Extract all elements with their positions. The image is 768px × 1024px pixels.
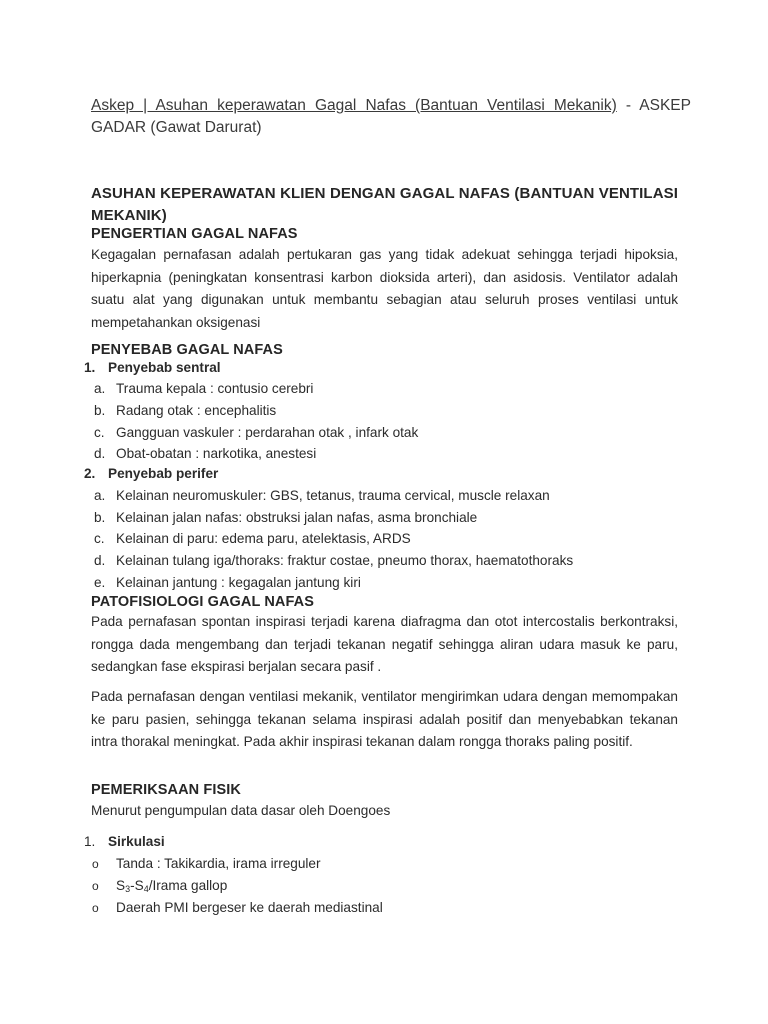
list-text: Kelainan jalan nafas: obstruksi jalan nafas, asma bronchiale [116,510,478,525]
list-marker: d. [94,446,106,461]
list-marker: b. [94,510,106,525]
list-text: Kelainan di paru: edema paru, atelektasis, ARDS [116,531,411,546]
patofisiologi-paragraph-1: Pada pernafasan spontan inspirasi terjadi karena diafragma dan otot intercostalis berkontraksi, rongga dada mengembang dan terjadi tekanan negatif sehingga aliran udara masuk ke paru, sedangkan fase ekspirasi berjalan secara pasif . [91,614,678,674]
list-marker: d. [94,553,106,568]
list-text: Kelainan neuromuskuler: GBS, tetanus, trauma cervical, muscle relaxan [116,488,550,503]
bullet-marker: o [92,901,99,915]
subscript-3: 3 [125,884,131,894]
list-text: Kelainan jantung : kegagalan jantung kiri [116,575,361,590]
text-s: -S [130,878,144,893]
list-label: Penyebab sentral [108,360,221,375]
source-suffix: - ASKEP GADAR (Gawat Darurat) [91,97,691,136]
pengertian-paragraph: Kegagalan pernafasan adalah pertukaran gas yang tidak adekuat sehingga terjadi hipoksia, hiperkapnia (peningkatan konsentrasi karbon dioksida arteri), dan asidosis. Ventilator adalah suatu alat yang digunakan untuk membantu sebagian atau seluruh proses ventilasi untuk mempetahankan oksigenasi [91,247,678,330]
list-label: Sirkulasi [108,834,165,849]
list-label: Penyebab perifer [108,466,219,481]
source-link[interactable]: Askep | Asuhan keperawatan Gagal Nafas (Bantuan Ventilasi Mekanik) [91,97,617,114]
list-marker: c. [94,425,105,440]
list-text: Gangguan vaskuler : perdarahan otak , infark otak [116,425,419,440]
list-marker: c. [94,531,105,546]
list-text: Radang otak : encephalitis [116,403,277,418]
list-text: Kelainan tulang iga/thoraks: fraktur costae, pneumo thorax, haematothoraks [116,553,574,568]
list-number: 1. [84,360,96,375]
section-heading-pemeriksaan: PEMERIKSAAN FISIK [91,782,241,798]
section-heading-patofisiologi: PATOFISIOLOGI GAGAL NAFAS [91,594,314,610]
list-marker: a. [94,381,106,396]
list-marker: e. [94,575,106,590]
list-number: 1. [84,834,96,849]
text-rest: /Irama gallop [148,878,228,893]
section-heading-penyebab: PENYEBAB GAGAL NAFAS [91,342,283,358]
document-title: ASUHAN KEPERAWATAN KLIEN DENGAN GAGAL NAFAS (BANTUAN VENTILASI MEKANIK) [91,185,678,224]
list-marker: b. [94,403,106,418]
bullet-text [116,876,227,899]
list-text: Obat-obatan : narkotika, anestesi [116,446,317,461]
pemeriksaan-intro: Menurut pengumpulan data dasar oleh Doengoes [91,803,391,818]
list-marker: a. [94,488,106,503]
source-header [91,95,691,139]
bullet-text: Daerah PMI bergeser ke daerah mediastinal [116,900,383,915]
section-heading-pengertian: PENGERTIAN GAGAL NAFAS [91,226,298,242]
patofisiologi-paragraph-2: Pada pernafasan dengan ventilasi mekanik, ventilator mengirimkan udara dengan memompakan ke paru pasien, sehingga tekanan selama inspirasi adalah positif dan menyebabkan tekanan intra thorakal meningkat. Pada akhir inspirasi tekanan dalam rongga thoraks paling positif. [91,689,678,749]
subscript-4: 4 [143,884,149,894]
bullet-marker: o [92,879,99,893]
text-s: S [116,878,126,893]
bullet-text: Tanda : Takikardia, irama irreguler [116,856,321,871]
list-text: Trauma kepala : contusio cerebri [116,381,314,396]
list-number: 2. [84,466,96,481]
bullet-marker: o [92,857,99,871]
